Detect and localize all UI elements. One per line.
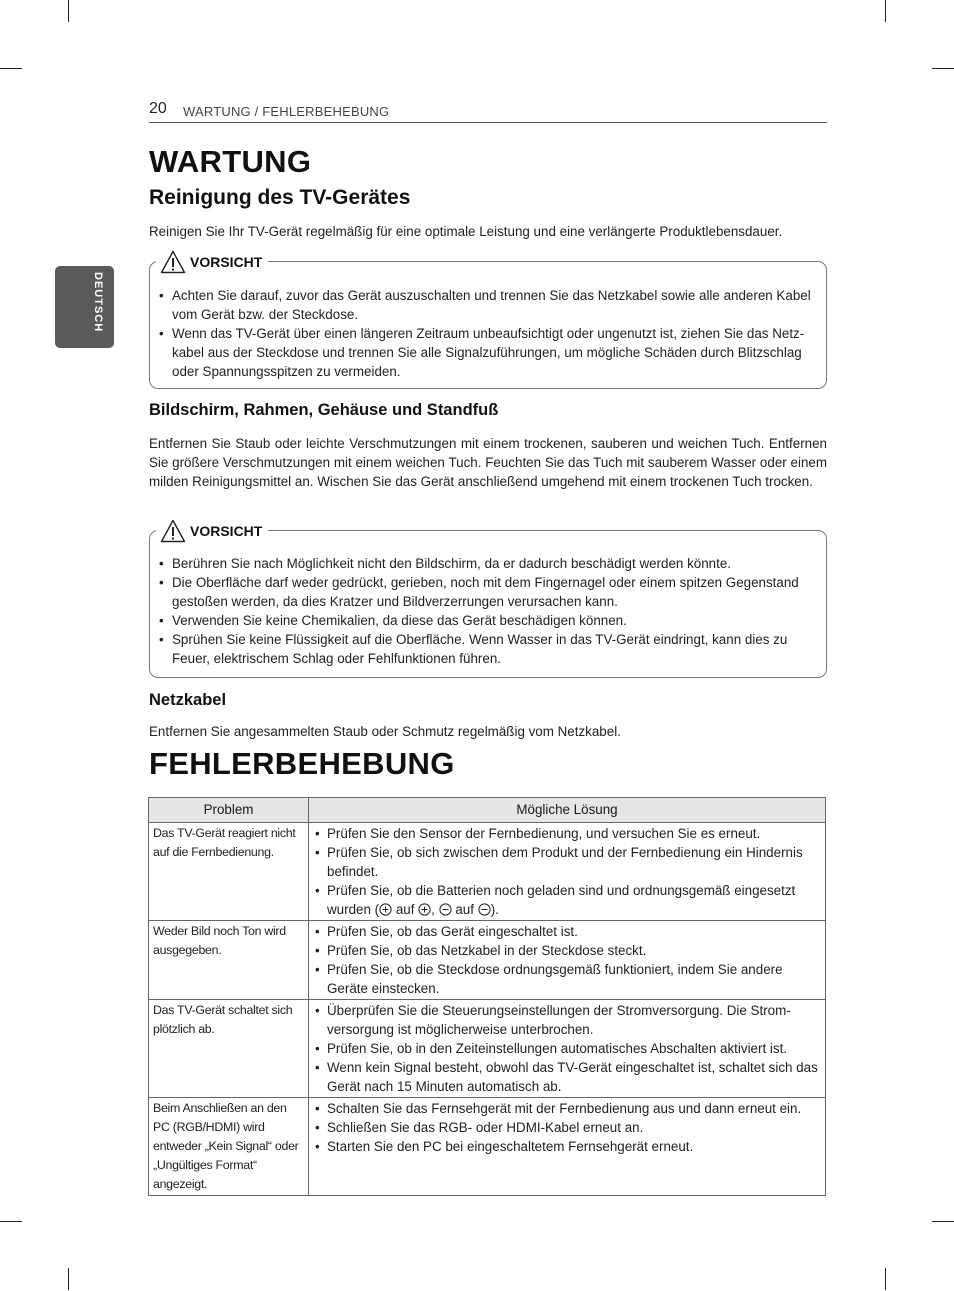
caution-item: • Achten Sie darauf, zuvor das Gerät auszuschalten und trennen Sie das Netzkabel sowie alle anderen Kabel vom Gerät bzw. der Steckdose.	[159, 286, 814, 324]
page-number: 20	[149, 100, 167, 117]
caution-item: • Sprühen Sie keine Flüssigkeit auf die Oberfläche. Wenn Wasser in das TV-Gerät eindringt, kann dies zu Feuer, elektrischem Schlag oder Fehlfunktionen führen.	[159, 630, 814, 668]
solution-item: • Prüfen Sie den Sensor der Fernbedienung, und versuchen Sie es erneut.	[313, 824, 819, 843]
minus-polarity-icon	[478, 903, 491, 916]
caution-item: • Berühren Sie nach Möglichkeit nicht den Bildschirm, da er dadurch beschädigt werden könnte.	[159, 554, 814, 573]
caution-item: • Verwenden Sie keine Chemikalien, da diese das Gerät beschädigen können.	[159, 611, 814, 630]
running-section-title: WARTUNG / FEHLERBEHEBUNG	[183, 104, 390, 119]
caution-item: • Die Oberfläche darf weder gedrückt, gerieben, noch mit dem Fingernagel oder einem spitzen Gegenstand gestoßen werden, da dies Kratzer und Bildverzerrungen verursachen kann.	[159, 573, 814, 611]
solution-item: • Schalten Sie das Fernsehgerät mit der Fernbedienung aus und dann erneut ein.	[313, 1099, 819, 1118]
battery-note-auf: auf	[451, 902, 478, 917]
caution-item: • Wenn das TV-Gerät über einen längeren Zeitraum unbeaufsichtigt oder ungenutzt ist, ziehen Sie das Netzkabel aus der Steckdose und trennen Sie alle Signalzuführungen, um mögliche Schäden durch Blitzschlag oder Spannungsspitzen zu vermeiden.	[159, 324, 814, 381]
language-label: DEUTSCH	[92, 272, 104, 333]
power-cable-text: Entfernen Sie angesammelten Staub oder Schmutz regelmäßig vom Netzkabel.	[149, 724, 621, 739]
solution-item: • Prüfen Sie, ob die Steckdose ordnungsgemäß funktioniert, indem Sie andere Geräte einstecken.	[313, 960, 819, 998]
solution-item	[313, 881, 819, 919]
page-header	[149, 100, 827, 123]
language-side-tab	[55, 266, 114, 348]
table-row	[149, 1098, 826, 1196]
caution-box	[149, 254, 827, 389]
cleaning-intro: Reinigen Sie Ihr TV-Gerät regelmäßig für eine optimale Leistung und eine verlängerte Produktlebensdauer.	[149, 224, 783, 239]
crop-mark	[885, 1268, 886, 1290]
screen-care-heading: Bildschirm, Rahmen, Gehäuse und Standfuß	[149, 401, 499, 419]
caution-label	[156, 519, 268, 543]
table-row	[149, 823, 826, 921]
power-cable-heading: Netzkabel	[149, 691, 227, 709]
crop-mark	[932, 68, 954, 69]
crop-mark	[885, 0, 886, 22]
solution-cell	[309, 1000, 826, 1098]
cleaning-heading: Reinigung des TV-Gerätes	[149, 186, 411, 209]
solution-item: • Wenn kein Signal besteht, obwohl das TV-Gerät eingeschaltet ist, schaltet sich das Gerät nach 15 Minuten automatisch ab.	[313, 1058, 819, 1096]
solution-item: • Prüfen Sie, ob in den Zeiteinstellungen automatisches Abschalten aktiviert ist.	[313, 1039, 819, 1058]
table-row	[149, 1000, 826, 1098]
caution-box	[149, 523, 827, 678]
battery-note-comma: ,	[431, 902, 439, 917]
crop-mark	[932, 1221, 954, 1222]
plus-polarity-icon	[379, 903, 392, 916]
solution-item: • Prüfen Sie, ob das Netzkabel in der Steckdose steckt.	[313, 941, 819, 960]
solution-cell	[309, 921, 826, 1000]
caution-title: VORSICHT	[190, 254, 263, 270]
crop-mark	[68, 0, 69, 22]
solution-cell	[309, 1098, 826, 1196]
troubleshooting-table	[148, 797, 826, 1196]
caution-list	[159, 286, 814, 381]
problem-cell: Beim Anschließen an den PC (RGB/HDMI) wird entweder „Kein Signal“ oder „Ungültiges Format“ angezeigt.	[149, 1098, 309, 1196]
solution-item: • Prüfen Sie, ob sich zwischen dem Produkt und der Fernbedienung ein Hindernis befindet.	[313, 843, 819, 881]
solution-item: • Starten Sie den PC bei eingeschaltetem Fernsehgerät erneut.	[313, 1137, 819, 1156]
problem-cell: Weder Bild noch Ton wird ausgegeben.	[149, 921, 309, 1000]
crop-mark	[68, 1268, 69, 1290]
table-header-row	[149, 798, 826, 823]
caution-list	[159, 554, 814, 668]
caution-title: VORSICHT	[190, 523, 263, 539]
caution-label	[156, 250, 268, 274]
plus-polarity-icon	[418, 903, 431, 916]
problem-cell: Das TV-Gerät reagiert nicht auf die Fernbedienung.	[149, 823, 309, 921]
screen-care-text: Entfernen Sie Staub oder leichte Verschmutzungen mit einem trockenen, sauberen und weichen Tuch. Entfernen Sie größere Verschmutzungen mit einem weichen Tuch. Feuchten Sie das Tuch mit sauberem Wasser oder einem milden Reinigungsmittel an. Wischen Sie das Gerät anschließend umgehend mit einem trockenen Tuch trocken.	[149, 436, 827, 489]
problem-cell: Das TV-Gerät schaltet sich plötzlich ab.	[149, 1000, 309, 1098]
warning-icon	[160, 519, 186, 543]
column-header-solution: Mögliche Lösung	[309, 798, 826, 823]
crop-mark	[0, 1221, 22, 1222]
warning-icon	[160, 250, 186, 274]
maintenance-title: WARTUNG	[149, 144, 312, 179]
battery-note-lead: Prüfen Sie, ob die Batterien noch geladen sind und ordnungsgemäß eingesetzt wurden (	[327, 883, 796, 917]
table-row	[149, 921, 826, 1000]
crop-mark	[0, 68, 22, 69]
solution-cell	[309, 823, 826, 921]
solution-item: • Schließen Sie das RGB- oder HDMI-Kabel erneut an.	[313, 1118, 819, 1137]
solution-item: • Überprüfen Sie die Steuerungseinstellungen der Stromversorgung. Die Stromversorgung ist möglicherweise unterbrochen.	[313, 1001, 819, 1039]
battery-note-auf: auf	[392, 902, 419, 917]
minus-polarity-icon	[439, 903, 452, 916]
solution-item: • Prüfen Sie, ob das Gerät eingeschaltet ist.	[313, 922, 819, 941]
battery-note-end: ).	[490, 902, 499, 917]
column-header-problem: Problem	[149, 798, 309, 823]
troubleshooting-title: FEHLERBEHEBUNG	[149, 746, 455, 781]
